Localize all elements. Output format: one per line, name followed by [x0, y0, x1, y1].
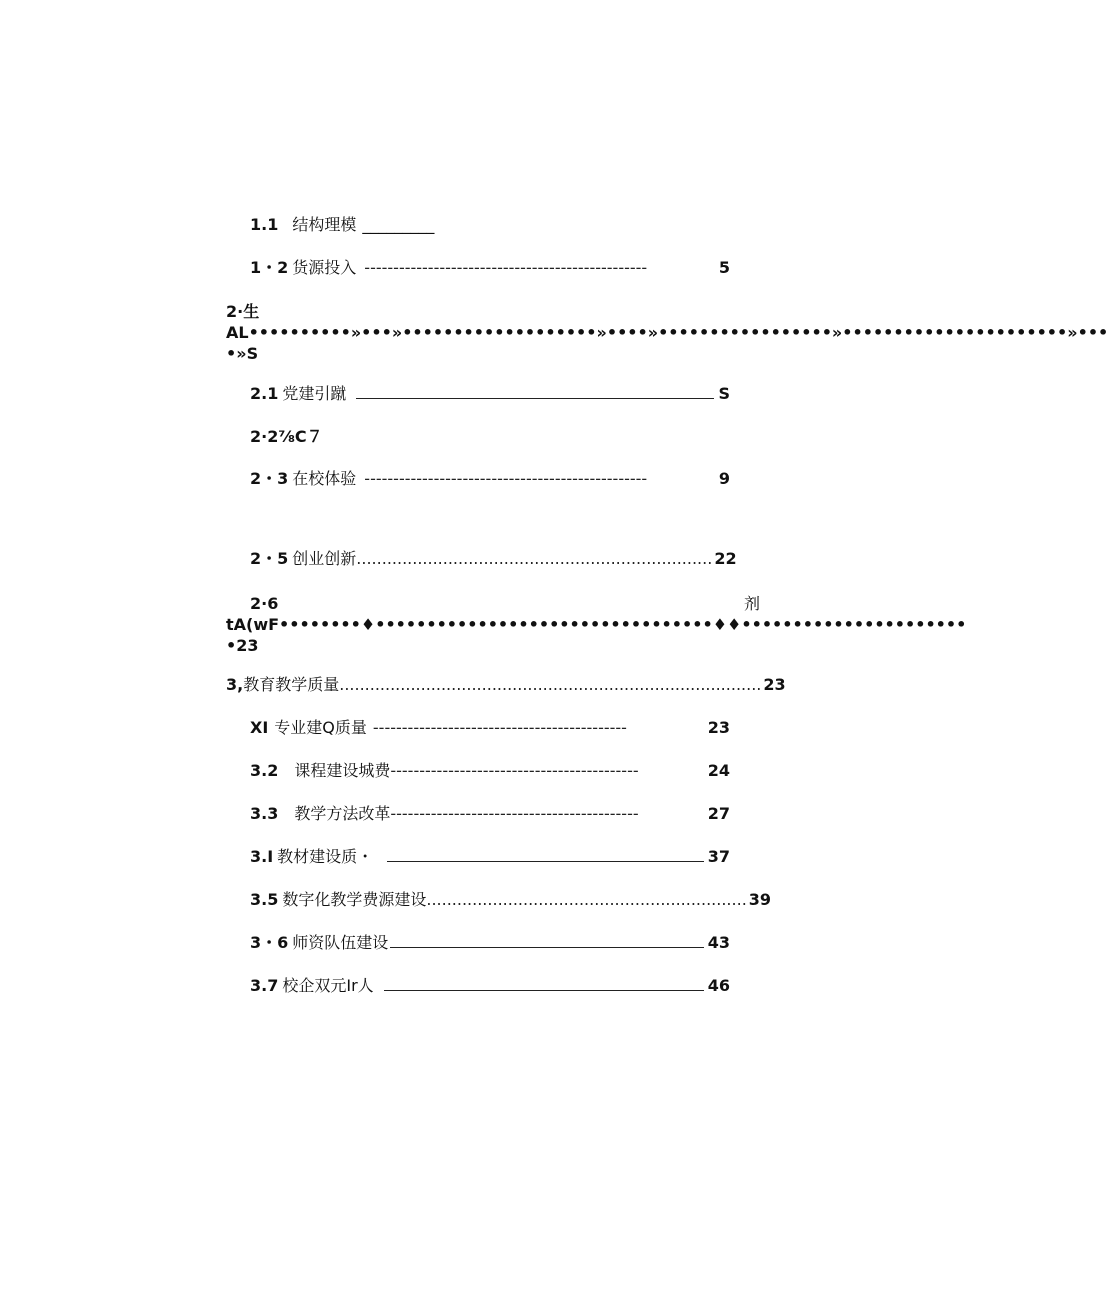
entry-title: 创业创新	[292, 549, 357, 568]
toc-entry-3[interactable]	[226, 675, 786, 695]
toc-entry-1-1[interactable]	[250, 215, 434, 235]
entry-tail: _________	[362, 215, 435, 234]
entry-number: 2・3	[250, 469, 289, 488]
entry-title: 专业建Q质量	[274, 718, 367, 737]
toc-entry-2-6-page: •23	[226, 636, 259, 655]
toc-entry-3-3[interactable]	[250, 804, 730, 824]
entry-leader: -------------------------------------------	[390, 804, 639, 823]
toc-entry-2-6-leader-line: tA(wF••••••••♦•••••••••••••••••••••••••••••••••♦♦••••••••••••••••••••••	[226, 615, 967, 634]
entry-number: 1.1	[250, 215, 279, 234]
entry-title: 师资队伍建设	[292, 933, 389, 952]
entry-title: 党建引蹴	[282, 384, 347, 403]
entry-title: 数字化教学费源建设	[282, 890, 427, 909]
entry-page-number: 23	[763, 675, 786, 694]
entry-leader-line	[384, 977, 704, 991]
entry-number: 2・5	[250, 549, 289, 568]
entry-title: 教学方法改革	[294, 804, 391, 823]
entry-title: 结构理模	[292, 215, 357, 234]
toc-entry-3-5[interactable]	[250, 890, 772, 910]
toc-entry-2-1[interactable]	[250, 384, 730, 404]
entry-leader-line	[387, 848, 704, 862]
entry-number: 3,	[226, 675, 244, 694]
entry-page-number: 46	[707, 976, 730, 995]
toc-entry-2-6-heading[interactable]: 2·6	[250, 594, 279, 613]
toc-entry-1-2[interactable]	[250, 258, 730, 278]
entry-number: 2.1	[250, 384, 279, 403]
entry-number: 3.2	[250, 761, 279, 780]
entry-leader: --------------------------------------------	[372, 718, 627, 737]
entry-leader: -------------------------------------------	[390, 761, 639, 780]
entry-number: XI	[250, 718, 269, 737]
entry-page-number: 27	[707, 804, 730, 823]
entry-number: 3.3	[250, 804, 279, 823]
toc-entry-3-7[interactable]	[250, 976, 730, 996]
toc-entry-2-6-right: 剂	[744, 594, 761, 613]
entry-page-number: 5	[718, 258, 730, 277]
entry-title: 教育教学质量	[243, 675, 340, 694]
entry-page-number: 23	[707, 718, 730, 737]
entry-title: 教材建设质・	[277, 847, 374, 866]
entry-leader: ......................................................................	[356, 549, 713, 568]
entry-leader: ...............................................................	[426, 890, 747, 909]
entry-number: 1・2	[250, 258, 289, 277]
entry-leader-line	[390, 934, 703, 948]
entry-leader-line	[356, 385, 714, 399]
toc-entry-2-leader-line: AL••••••••••»•••»•••••••••••••••••••»••••»•••••••••••••••••»••••••••••••••••••••••»•••	[226, 323, 1108, 342]
toc-entry-2-2[interactable]: 2·2⅞C７	[250, 427, 323, 446]
entry-number: 3.I	[250, 847, 274, 866]
toc-entry-3-4[interactable]	[250, 847, 730, 867]
toc-entry-3-6[interactable]	[250, 933, 730, 953]
entry-page-number: 9	[718, 469, 730, 488]
entry-title: 在校体验	[292, 469, 357, 488]
entry-page-number: 43	[707, 933, 730, 952]
toc-entry-2-page: •»S	[226, 344, 259, 363]
entry-page-number: S	[718, 384, 730, 403]
entry-leader: ...................................................................................	[339, 675, 762, 694]
entry-page-number: 24	[707, 761, 730, 780]
entry-number: 3.7	[250, 976, 279, 995]
entry-leader: -------------------------------------------------	[364, 258, 648, 277]
entry-leader: -------------------------------------------------	[364, 469, 648, 488]
toc-entry-2-heading[interactable]: 2·生	[226, 302, 260, 321]
entry-title: 校企双元Ir人	[282, 976, 374, 995]
toc-entry-3-1[interactable]	[250, 718, 730, 738]
entry-number: 3.5	[250, 890, 279, 909]
entry-page-number: 39	[748, 890, 772, 909]
entry-page-number: 22	[714, 549, 737, 568]
toc-entry-2-3[interactable]	[250, 469, 730, 489]
entry-title: 课程建设城费	[294, 761, 391, 780]
entry-title: 货源投入	[292, 258, 357, 277]
entry-page-number: 37	[707, 847, 730, 866]
toc-entry-3-2[interactable]	[250, 761, 730, 781]
toc-entry-2-5[interactable]	[250, 549, 737, 569]
entry-number: 3・6	[250, 933, 289, 952]
